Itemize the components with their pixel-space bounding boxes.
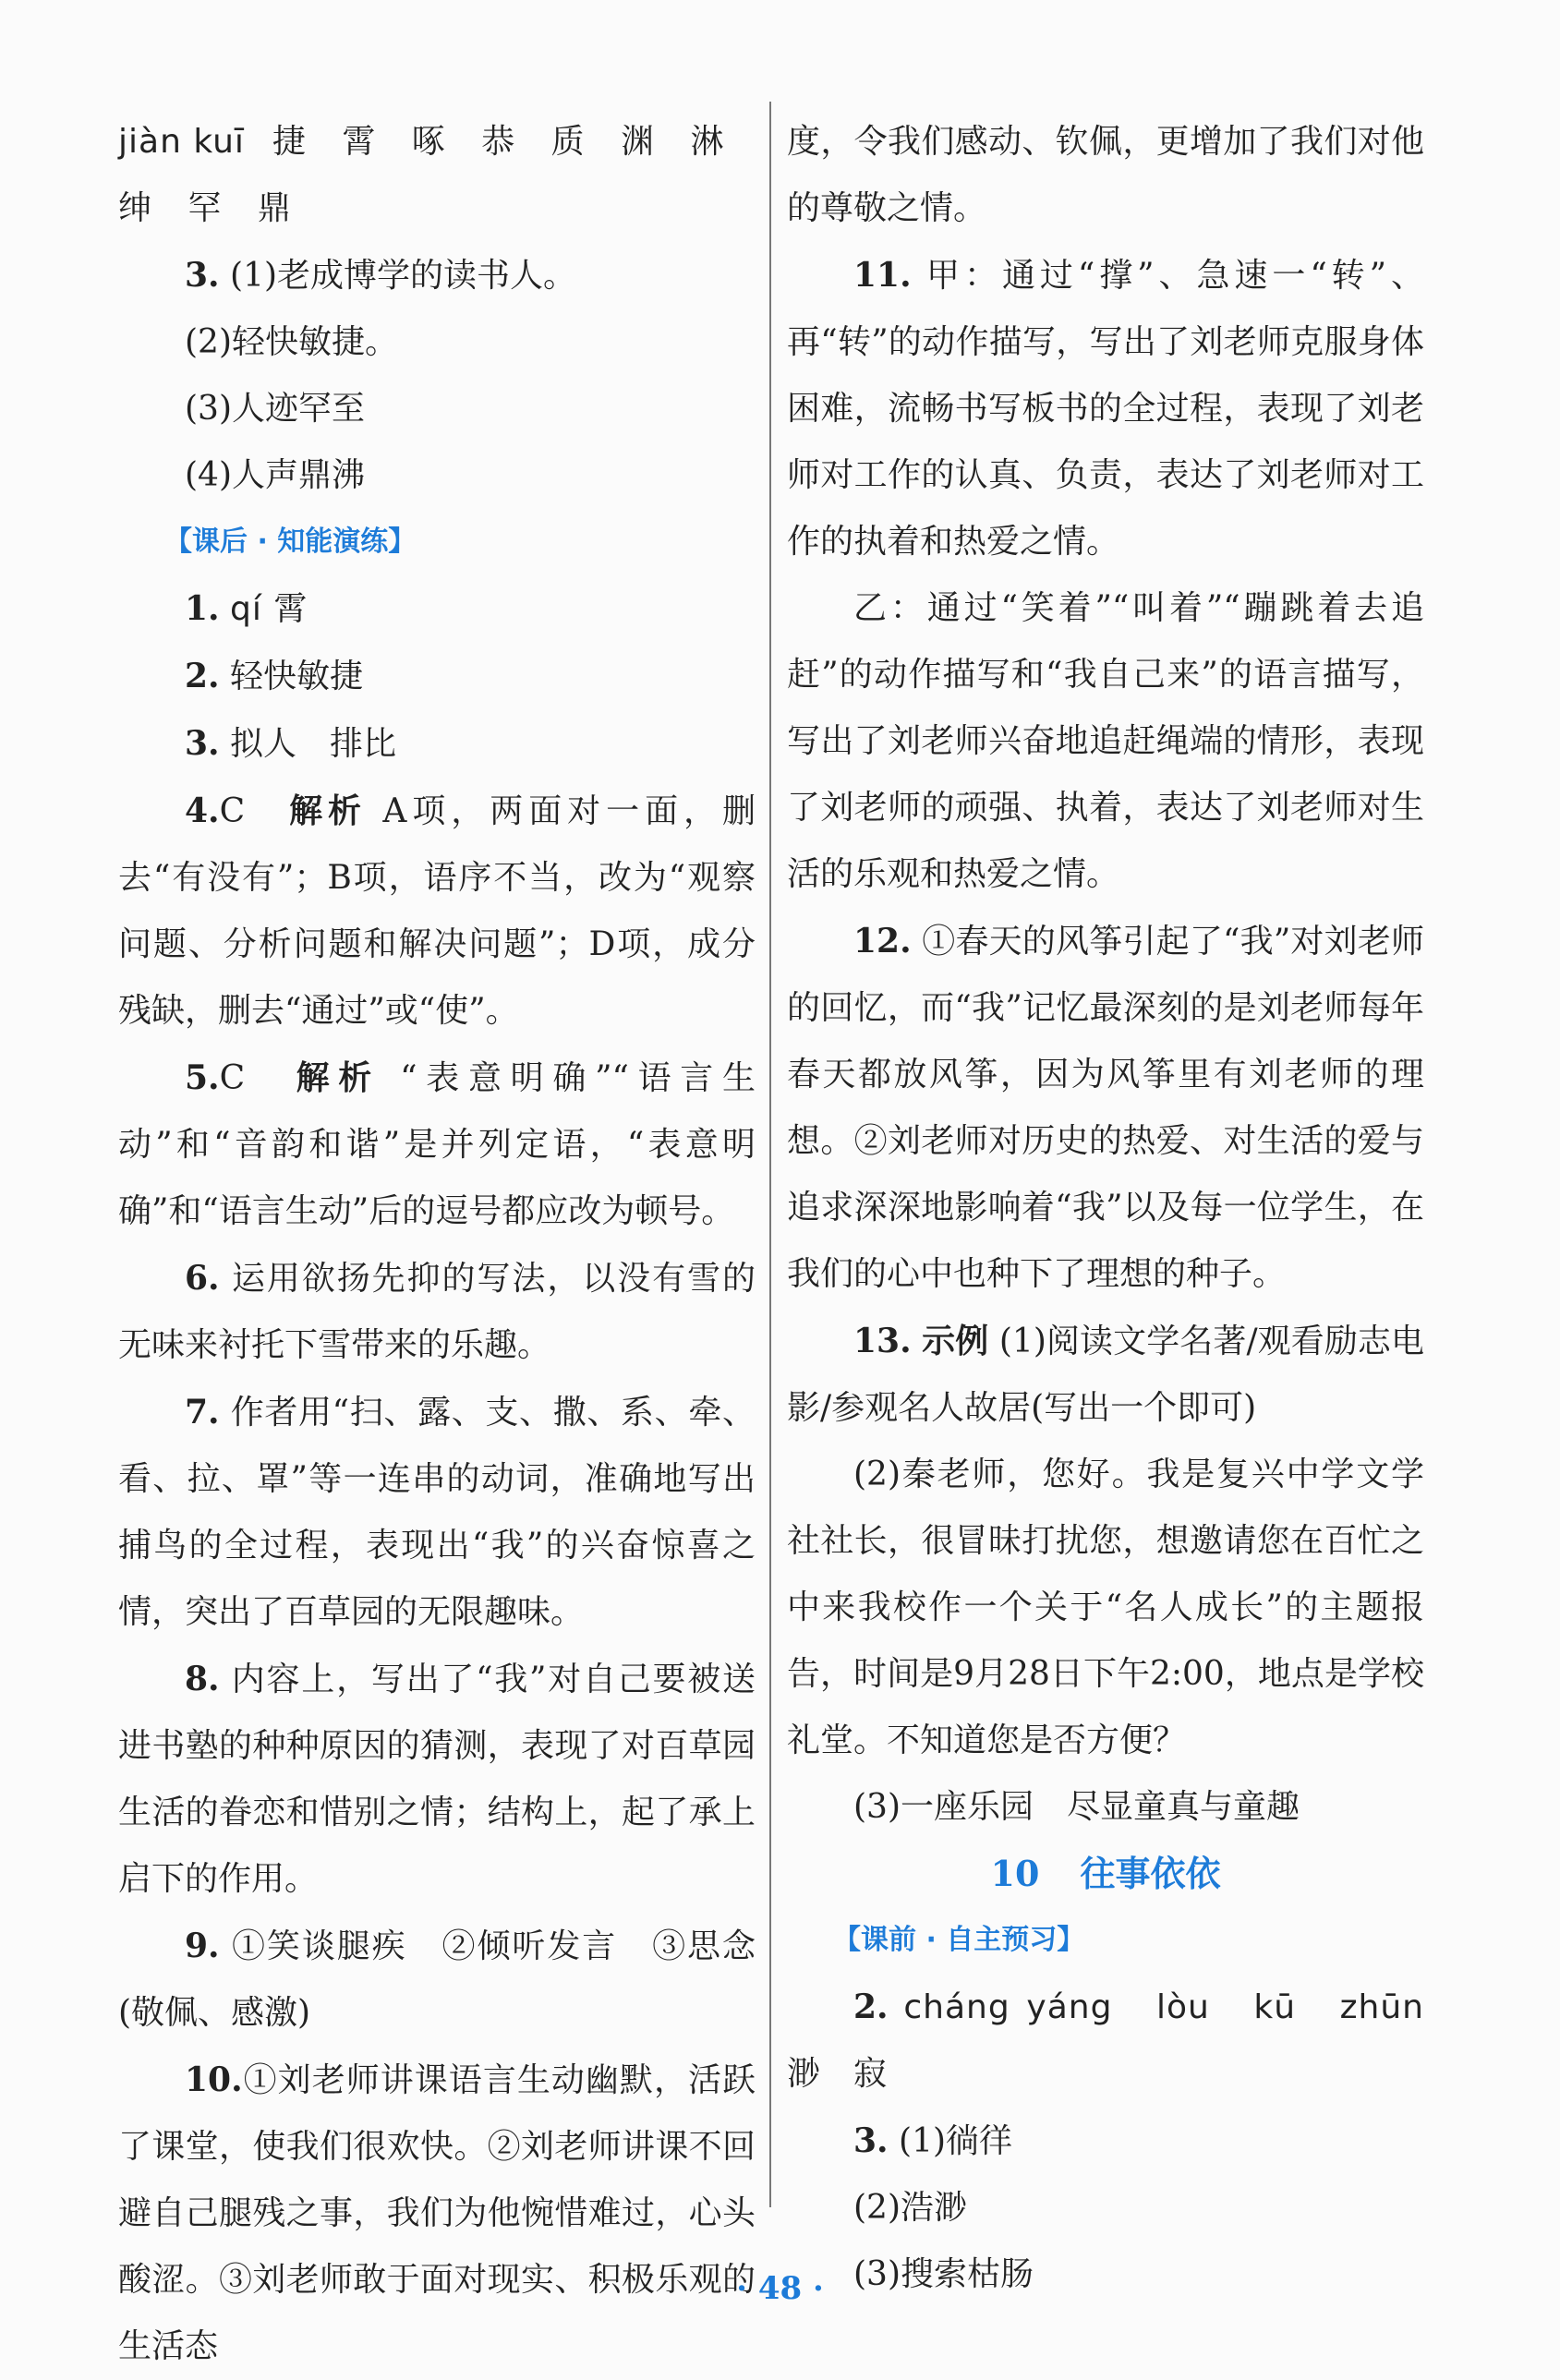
answer-13-3: (3)一座乐园 尽显童真与童趣	[853, 1788, 1300, 1826]
answer-3-3: (3)人迹罕至	[185, 390, 365, 428]
answer-12: 12. ①春天的风筝引起了“我”对刘老师的回忆，而“我”记忆最深刻的是刘老师每年春天都放风筝，因为风筝里有刘老师的理想。②刘老师对历史的热爱、对生活的爱与追求深深地影响着“我”以及每一位学生，在我们的心中也种下了理想的种子。	[787, 922, 1424, 1293]
section-heading-preview: 【课前 · 自主预习】	[833, 1924, 1085, 1956]
pinyin-text: jiàn kuī	[118, 123, 245, 161]
answer-11: 11. 甲：通过“撑”、急速一“转”、再“转”的动作描写，写出了刘老师克服身体困难，流畅书写板书的全过程，表现了刘老师对工作的认真、负责，表达了刘老师对工作的执着和热爱之情。	[787, 256, 1424, 561]
page-number: · 48 ·	[736, 2270, 824, 2307]
preview-answer-3-3: (3)搜索枯肠	[853, 2255, 1034, 2293]
lesson-title: 10 往事依依	[990, 1853, 1221, 1894]
preview-answer-3-2: (2)浩渺	[853, 2189, 967, 2227]
answer-2: 2. 轻快敏捷	[185, 657, 364, 695]
answer-7: 7. 作者用“扫、露、支、撒、系、牵、看、拉、罩”等一连串的动词，准确地写出捕鸟的全过程，表现出“我”的兴奋惊喜之情，突出了百草园的无限趣味。	[118, 1393, 756, 1631]
answer-13: 13. 示例 (1)阅读文学名著/观看励志电影/参观名人故居(写出一个即可)	[787, 1322, 1424, 1427]
answer-3-2: (2)轻快敏捷。	[185, 323, 398, 361]
char-list: 捷 霄 啄 恭 质 渊 淋	[272, 123, 737, 161]
section-heading-after-class: 【课后 · 知能演练】	[164, 526, 417, 558]
column-divider	[769, 102, 771, 2207]
answer-8: 8. 内容上，写出了“我”对自己要被送进书塾的种种原因的猜测，表现了对百草园生活的眷恋和惜别之情；结构上，起了承上启下的作用。	[118, 1660, 756, 1898]
answer-5: 5.C 解析 “表意明确”“语言生动”和“音韵和谐”是并列定语，“表意明确”和“语言生动”后的逗号都应改为顿号。	[118, 1058, 756, 1230]
preview-answer-2: 2. cháng yáng lòu kū zhūn 渺 寂	[787, 1987, 1424, 2093]
answer-3-4: (4)人声鼎沸	[185, 456, 365, 494]
answer-11-b: 乙：通过“笑着”“叫着”“蹦跳着去追赶”的动作描写和“我自己来”的语言描写，写出了刘老师兴奋地追赶绳端的情形，表现了刘老师的顽强、执着，表达了刘老师对生活的乐观和热爱之情。	[787, 589, 1424, 893]
answer-6: 6. 运用欲扬先抑的写法，以没有雪的无味来衬托下雪带来的乐趣。	[118, 1259, 756, 1364]
answer-4: 4.C 解析 A项，两面对一面，删去“有没有”；B项，语序不当，改为“观察问题、分析问题和解决问题”；D项，成分残缺，删去“通过”或“使”。	[118, 791, 756, 1030]
left-column	[118, 109, 756, 2380]
answer-10: 10.①刘老师讲课语言生动幽默，活跃了课堂，使我们很欢快。②刘老师讲课不回避自己腿残之事，我们为他惋惜难过，心头酸涩。③刘老师敢于面对现实、积极乐观的生活态	[118, 2060, 756, 2365]
char-line-2: 绅 罕 鼎	[118, 189, 304, 227]
answer-3b: 3. 拟人 排比	[185, 724, 397, 763]
pinyin-line-1	[118, 109, 756, 175]
preview-answer-3: 3. (1)徜徉	[853, 2121, 1013, 2160]
answer-1: 1. qí 霄	[185, 589, 308, 628]
right-column	[787, 109, 1424, 2308]
answer-3: 3. (1)老成博学的读书人。	[185, 256, 577, 295]
answer-13-2: (2)秦老师，您好。我是复兴中学文学社社长，很冒昧打扰您，想邀请您在百忙之中来我校作一个关于“名人成长”的主题报告，时间是9月28日下午2:00，地点是学校礼堂。不知道您是否方便？	[787, 1456, 1424, 1759]
answer-10-continued: 度，令我们感动、钦佩，更增加了我们对他的尊敬之情。	[787, 123, 1424, 227]
answer-9: 9. ①笑谈腿疾 ②倾听发言 ③思念(敬佩、感激)	[118, 1927, 756, 2032]
